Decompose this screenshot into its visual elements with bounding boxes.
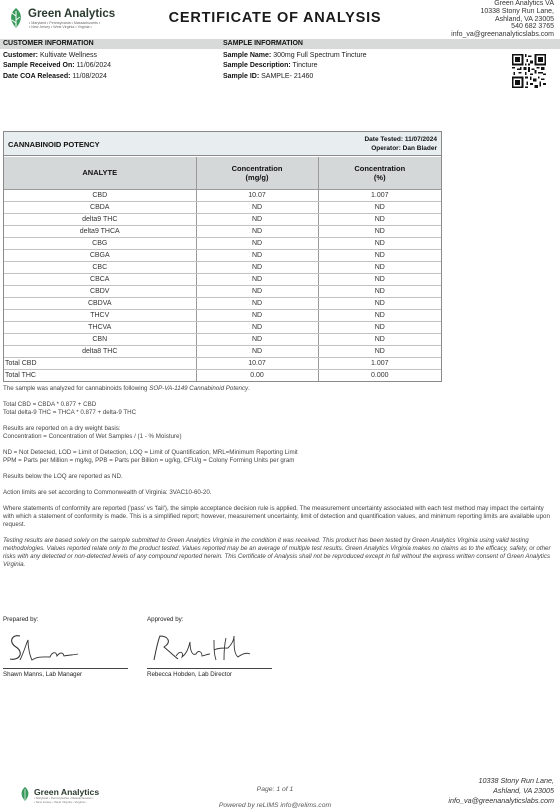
logo-name: Green Analytics: [28, 8, 116, 20]
concentration-pct-cell: ND: [318, 225, 441, 237]
table-row: [4, 225, 441, 237]
released-value: 11/08/2024: [72, 73, 107, 80]
concentration-mg-cell: ND: [196, 309, 318, 321]
dry-weight-note: Results are reported on a dry weight basis: Concentration = Concentration of Wet Samples / (1 - % Moisture): [3, 425, 182, 440]
table-row: [4, 273, 441, 285]
formula-note: [3, 401, 553, 417]
report-notes: [3, 385, 553, 577]
disclaimer-note: Testing results are based solely on the sample submitted to Green Analytics Virginia in the condition it was received. This product has been tested by Green Analytics Virginia using valid testing methodologies. Values reported relate only to the product tested. Values reported may be an average of multiple test results. Green Analytics Virginia makes no claims as to the efficacy, safety, or other risks with any detected or non-detected levels of any compound reported herein. This Certificate of Analysis shall not be reproduced except in full without the express written consent of Green Analytics Virginia.: [3, 537, 551, 568]
concentration-pct-cell: ND: [318, 201, 441, 213]
page-number: Page: 1 of 1: [256, 786, 294, 793]
conformity-note: Where statements of conformity are reported ('pass' vs 'fail'), the simple acceptance decision rule is applied. The measurement uncertainty associated with each test method may impact the certainty with which a statement of conformity is made. This is a simplified report; however, measurement uncertainty, limit of detection and quantification values, and minimum reporting limits are available upon request.: [3, 505, 550, 528]
sample-id-label: Sample ID:: [223, 73, 260, 80]
sample-name-value: 300mg Full Spectrum Tincture: [273, 52, 367, 59]
concentration-mg-cell: ND: [196, 285, 318, 297]
table-row: [4, 249, 441, 261]
concentration-pct-cell: ND: [318, 249, 441, 261]
formula-thc: Total delta-9 THC = THCA * 0.877 + delta-9 THC: [3, 409, 137, 416]
concentration-mg-cell: ND: [196, 201, 318, 213]
abbreviations-note: ND = Not Detected, LOD = Limit of Detection, LOQ = Limit of Quantification, MRL=Minimum Reporting Limit PPM = Parts per Million = mg/kg, PPB = Parts per Billion = ug/kg, CFU/g = Colony Forming Units per gram: [3, 449, 298, 464]
column-header-concentration-mg: Concentration (mg/g): [196, 157, 318, 189]
concentration-pct-cell: ND: [318, 297, 441, 309]
concentration-pct-cell: 0.000: [370, 371, 389, 379]
analyte-cell: Total THC: [4, 369, 196, 381]
concentration-pct-cell: ND: [318, 321, 441, 333]
concentration-pct-cell: 1.007: [318, 357, 441, 369]
prepared-by-signature: [4, 630, 94, 668]
loq-note: Results below the LOQ are reported as ND.: [3, 473, 123, 480]
sample-name-row: [223, 52, 367, 59]
lab-phone: 540 682 3765: [511, 23, 554, 31]
table-row: [4, 309, 441, 321]
table-row: [4, 297, 441, 309]
concentration-mg-cell: ND: [196, 273, 318, 285]
concentration-mg-cell: ND: [196, 345, 318, 357]
concentration-mg-cell: ND: [196, 249, 318, 261]
total-row: [4, 369, 441, 381]
table-row: [4, 345, 441, 357]
footer-center: [150, 782, 400, 809]
concentration-pct-cell: ND: [318, 237, 441, 249]
powered-by: Powered by reLIMS info@relims.com: [218, 802, 332, 809]
method-note: The sample was analyzed for cannabinoids following SOP-VA-1149 Cannabinoid Potency.: [3, 385, 250, 392]
total-row: [4, 357, 441, 369]
released-label: Date COA Released:: [3, 73, 71, 80]
concentration-mg-cell: 10.07: [196, 357, 318, 369]
table-row: [4, 213, 441, 225]
potency-title: CANNABINOID POTENCY: [8, 140, 100, 149]
analyte-cell: delta8 THC: [4, 345, 196, 357]
analyte-cell: CBDV: [4, 285, 196, 297]
logo-tagline: [29, 21, 100, 29]
footer-email[interactable]: info_va@greenanalyticslabs.com: [448, 796, 554, 805]
leaf-logo-icon: [6, 7, 26, 29]
concentration-pct-cell: ND: [318, 213, 441, 225]
released-row: [3, 73, 107, 80]
approved-by-name: Rebecca Hobden, Lab Director: [147, 671, 232, 678]
operator: Operator: Dan Blader: [371, 145, 437, 152]
analyte-cell: CBDA: [4, 201, 196, 213]
analyte-cell: CBD: [4, 189, 196, 201]
logo-tagline-line-1: • Maryland • Pennsylvania • Massachusetts •: [29, 21, 101, 25]
footer-address: [448, 776, 554, 806]
prepared-by-block: [0, 616, 135, 686]
analyte-cell: CBG: [4, 237, 196, 249]
formula-cbd: Total CBD = CBDA * 0.877 + CBD: [3, 401, 97, 408]
prepared-by-label: Prepared by:: [3, 616, 39, 623]
method-sop: SOP-VA-1149 Cannabinoid Potency: [149, 385, 249, 392]
customer-row: [3, 52, 97, 59]
analyte-cell: THCVA: [4, 321, 196, 333]
sample-name-label: Sample Name:: [223, 52, 272, 59]
footer-logo: [18, 782, 118, 808]
concentration-mg-cell: ND: [196, 333, 318, 345]
received-label: Sample Received On:: [3, 62, 75, 69]
concentration-mg-cell: ND: [196, 225, 318, 237]
sample-desc-value: Tincture: [292, 62, 318, 69]
document-title: CERTIFICATE OF ANALYSIS: [168, 10, 382, 26]
received-value: 11/06/2024: [76, 62, 112, 69]
prepared-signature-line: [3, 668, 128, 669]
approved-by-label: Approved by:: [147, 616, 184, 623]
concentration-pct-cell: ND: [318, 333, 441, 345]
concentration-mg-cell: ND: [196, 237, 318, 249]
lab-email[interactable]: info_va@greenanalyticslabs.com: [451, 31, 554, 39]
concentration-mg-cell: ND: [196, 261, 318, 273]
concentration-pct-cell: ND: [318, 261, 441, 273]
analyte-cell: Total CBD: [4, 357, 196, 369]
table-row: [4, 201, 441, 213]
footer-logo-tagline: • Maryland • Pennsylvania • Massachusetts • • New Jersey • West Virginia • Virginia •: [34, 796, 94, 804]
analyte-cell: delta9 THC: [4, 213, 196, 225]
sample-id-value: SAMPLE- 21460: [261, 73, 314, 80]
footer-city: Ashland, VA 23005: [493, 786, 554, 795]
customer-info-heading: CUSTOMER INFORMATION: [3, 40, 94, 47]
table-row: [4, 285, 441, 297]
concentration-mg-cell: 10.07: [196, 189, 318, 201]
action-limits-note: Action limits are set according to Commonwealth of Virginia: 3VAC10-60-20.: [3, 489, 212, 496]
table-row: [4, 261, 441, 273]
qr-code-icon[interactable]: [512, 54, 546, 88]
footer-leaf-icon: [18, 786, 32, 802]
analyte-cell: THCV: [4, 309, 196, 321]
concentration-mg-cell: ND: [196, 213, 318, 225]
concentration-mg-cell: 0.00: [196, 369, 318, 381]
lab-city: Ashland, VA 23005: [494, 15, 554, 23]
concentration-mg-cell: ND: [196, 321, 318, 333]
lab-address: [451, 0, 554, 39]
concentration-pct-cell: ND: [318, 273, 441, 285]
prepared-by-name: Shawn Manns, Lab Manager: [3, 671, 83, 678]
sample-info-heading: SAMPLE INFORMATION: [223, 40, 303, 47]
potency-header: [4, 132, 441, 156]
customer-value: Kultivate Wellness: [39, 52, 98, 59]
customer-label: Customer:: [3, 52, 39, 59]
concentration-mg-cell: ND: [196, 297, 318, 309]
sample-desc-row: [223, 62, 318, 69]
concentration-pct-cell: ND: [318, 345, 441, 357]
approved-signature-line: [147, 668, 272, 669]
cannabinoid-potency-section: [3, 131, 442, 382]
sample-desc-label: Sample Description:: [223, 62, 291, 69]
date-tested: Date Tested: 11/07/2024: [364, 136, 437, 143]
footer-street: 10338 Stony Run Lane,: [478, 776, 554, 785]
column-header-concentration-pct: Concentration (%): [318, 157, 441, 189]
approved-by-block: [144, 616, 279, 686]
column-header-analyte: ANALYTE: [4, 157, 196, 189]
analyte-cell: CBC: [4, 261, 196, 273]
concentration-pct-cell: ND: [318, 285, 441, 297]
table-header-row: [4, 157, 441, 189]
received-row: [3, 62, 111, 69]
table-row: [4, 237, 441, 249]
analyte-cell: CBN: [4, 333, 196, 345]
sample-id-row: [223, 73, 313, 80]
info-header-band: [0, 39, 560, 49]
table-row: [4, 333, 441, 345]
lab-street: 10338 Stony Run Lane,: [480, 7, 554, 15]
company-logo: [6, 4, 116, 34]
concentration-pct-cell: ND: [318, 309, 441, 321]
lab-name: Green Analytics VA: [494, 0, 554, 7]
analyte-cell: CBGA: [4, 249, 196, 261]
analyte-cell: CBCA: [4, 273, 196, 285]
analyte-cell: CBDVA: [4, 297, 196, 309]
approved-by-signature: [148, 630, 258, 668]
potency-meta: [364, 135, 437, 153]
table-row: [4, 321, 441, 333]
table-row: [4, 189, 441, 201]
footer-logo-name: Green Analytics: [34, 787, 100, 797]
concentration-pct-cell: 1.007: [318, 189, 441, 201]
analyte-cell: delta9 THCA: [4, 225, 196, 237]
logo-tagline-line-2: • New Jersey • West Virginia • Virginia •: [29, 25, 92, 30]
potency-table: [4, 157, 441, 381]
